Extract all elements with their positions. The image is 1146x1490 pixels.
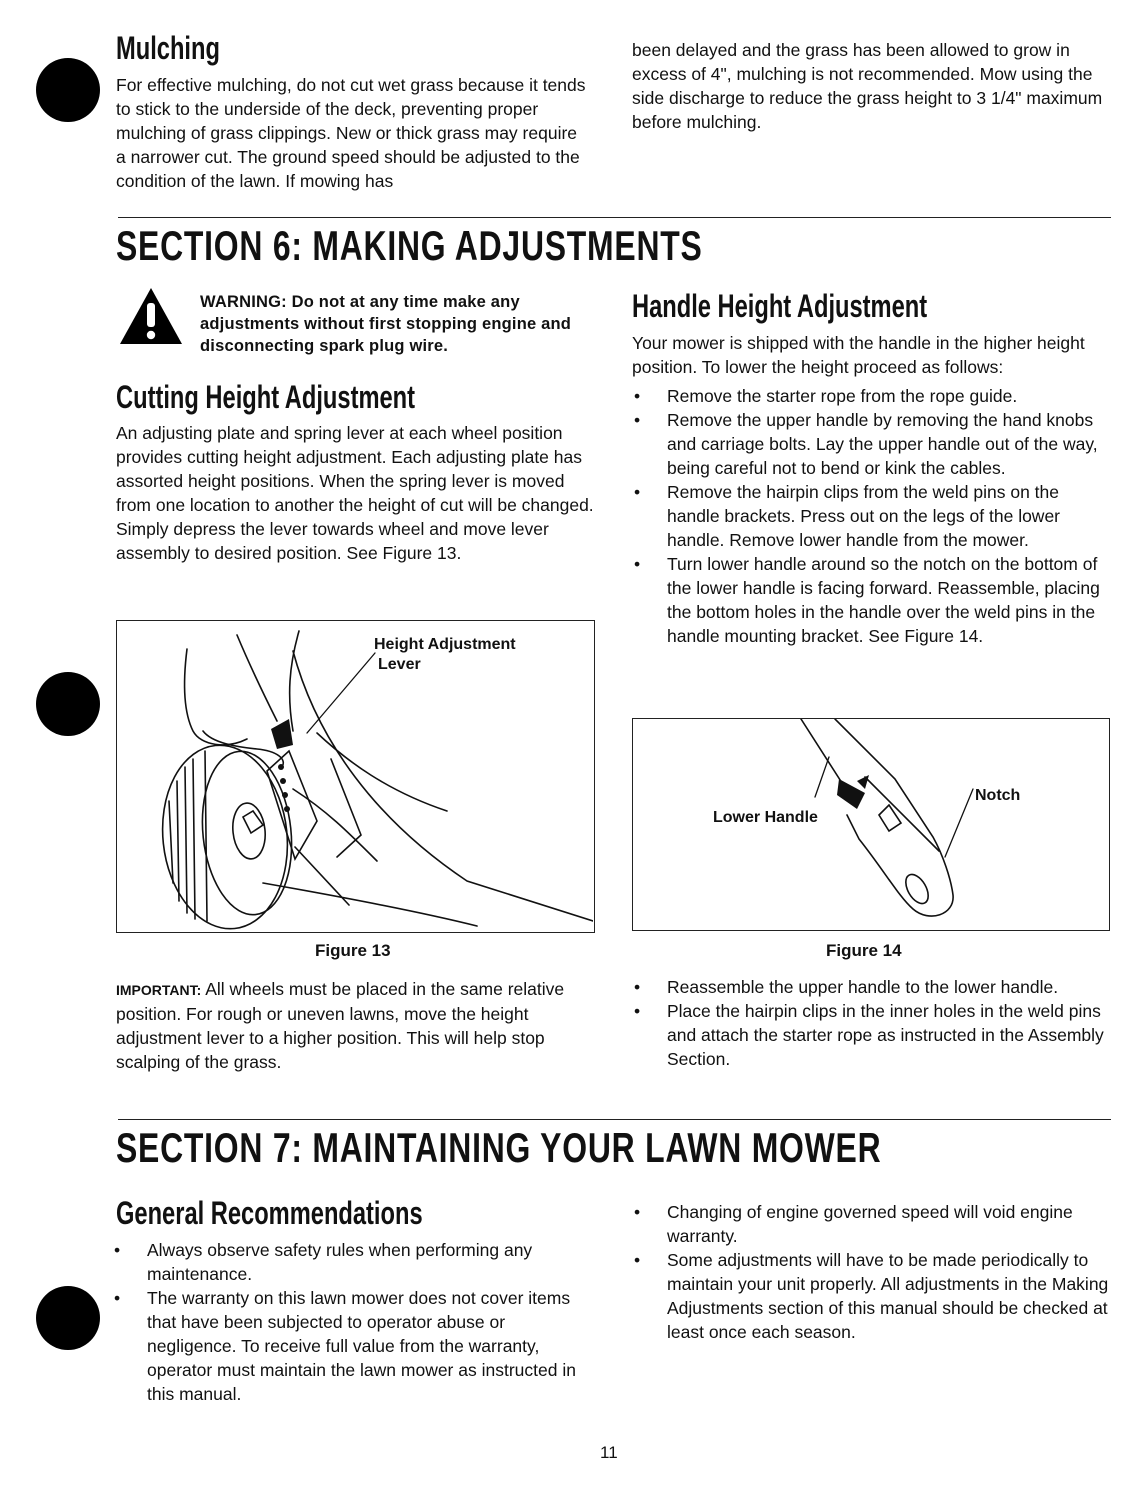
handle-step: • Remove the hairpin clips from the weld pins on the handle brackets. Press out on the legs of the lower handle. Remove lower handle from the mower. bbox=[632, 480, 1110, 552]
general-right-list bbox=[632, 1200, 1110, 1344]
general-item: • The warranty on this lawn mower does not cover items that have been subjected to operator abuse or negligence. To receive full value from the warranty, operator must maintain the lawn mower as instructed in this manual. bbox=[112, 1286, 592, 1406]
figure-14-label-notch: Notch bbox=[975, 787, 1021, 804]
handle-step-after: • Reassemble the upper handle to the lower handle. bbox=[632, 975, 1110, 999]
handle-step: • Remove the upper handle by removing the hand knobs and carriage bolts. Lay the upper handle out of the way, being careful not to bend or kink the cables. bbox=[632, 408, 1110, 480]
binder-hole-middle bbox=[36, 672, 100, 736]
general-item: • Changing of engine governed speed will void engine warranty. bbox=[632, 1200, 1110, 1248]
cutting-height-text: An adjusting plate and spring lever at each wheel position provides cutting height adjustment. Each adjusting plate has assorted height positions. When the spring lever is moved from one location to another the height of cut will be changed. Simply depress the lever towards wheel and move lever assembly to desired position. See Figure 13. bbox=[116, 423, 594, 563]
mulching-text-left: For effective mulching, do not cut wet grass because it tends to stick to the underside of the deck, preventing proper mulching of grass clippings. New or thick grass may require a narrower cut. The ground speed should be adjusted to the condition of the lawn. If mowing has bbox=[116, 75, 586, 191]
general-left-list bbox=[112, 1238, 592, 1406]
important-text: All wheels must be placed in the same relative position. For rough or uneven lawns, move the height adjustment lever to a higher position. This will help stop scalping of the grass. bbox=[116, 979, 565, 1072]
figure-13-label-line1: Height Adjustment bbox=[374, 636, 516, 653]
page-number: 11 bbox=[600, 1443, 618, 1462]
wheel-lever-illustration bbox=[117, 621, 593, 931]
section-divider-bottom bbox=[118, 1119, 1111, 1120]
warning-text: WARNING: Do not at any time make any adjustments without first stopping engine and disconnecting spark plug wire. bbox=[200, 293, 572, 355]
mulching-heading: Mulching bbox=[116, 30, 220, 66]
figure-13-label-line2: Lever bbox=[378, 656, 421, 673]
handle-steps-list bbox=[632, 384, 1110, 648]
binder-hole-bottom bbox=[36, 1286, 100, 1350]
handle-step: • Turn lower handle around so the notch on the bottom of the lower handle is facing forward. Reassemble, placing the bottom holes in the handle over the weld pins in the handle mounting bracket. See Figure 14. bbox=[632, 552, 1110, 648]
handle-step: • Remove the starter rope from the rope guide. bbox=[632, 384, 1110, 408]
general-recommendations-heading: General Recommendations bbox=[116, 1195, 423, 1231]
binder-hole-top bbox=[36, 58, 100, 122]
handle-height-intro: Your mower is shipped with the handle in the higher height position. To lower the height proceed as follows: bbox=[632, 333, 1085, 377]
lower-handle-illustration bbox=[633, 719, 1108, 929]
handle-step-after: • Place the hairpin clips in the inner holes in the weld pins and attach the starter rope as instructed in the Assembly Section. bbox=[632, 999, 1110, 1071]
mulching-text-right: been delayed and the grass has been allowed to grow in excess of 4", mulching is not recommended. Mow using the side discharge to reduce the grass height to 3 1/4" maximum before mulching. bbox=[632, 40, 1103, 132]
figure-13 bbox=[116, 620, 595, 933]
figure-14-caption: Figure 14 bbox=[826, 941, 902, 960]
important-label: IMPORTANT: bbox=[116, 982, 202, 998]
handle-steps-after-list bbox=[632, 975, 1110, 1071]
figure-13-caption: Figure 13 bbox=[315, 941, 391, 960]
important-note bbox=[116, 977, 594, 1074]
cutting-height-heading: Cutting Height Adjustment bbox=[116, 379, 416, 415]
section-6-heading: SECTION 6: MAKING ADJUSTMENTS bbox=[116, 222, 703, 269]
section-7-heading: SECTION 7: MAINTAINING YOUR LAWN MOWER bbox=[116, 1124, 882, 1171]
handle-height-heading: Handle Height Adjustment bbox=[632, 288, 928, 324]
figure-14-label-lower: Lower Handle bbox=[713, 809, 818, 826]
figure-14 bbox=[632, 718, 1110, 931]
warning-icon bbox=[118, 286, 184, 346]
general-item: • Always observe safety rules when performing any maintenance. bbox=[112, 1238, 592, 1286]
figure-13-label bbox=[374, 635, 516, 675]
general-item: • Some adjustments will have to be made periodically to maintain your unit properly. All adjustments in the Making Adjustments section of this manual should be checked at least once each season. bbox=[632, 1248, 1110, 1344]
section-divider-top bbox=[118, 217, 1111, 218]
